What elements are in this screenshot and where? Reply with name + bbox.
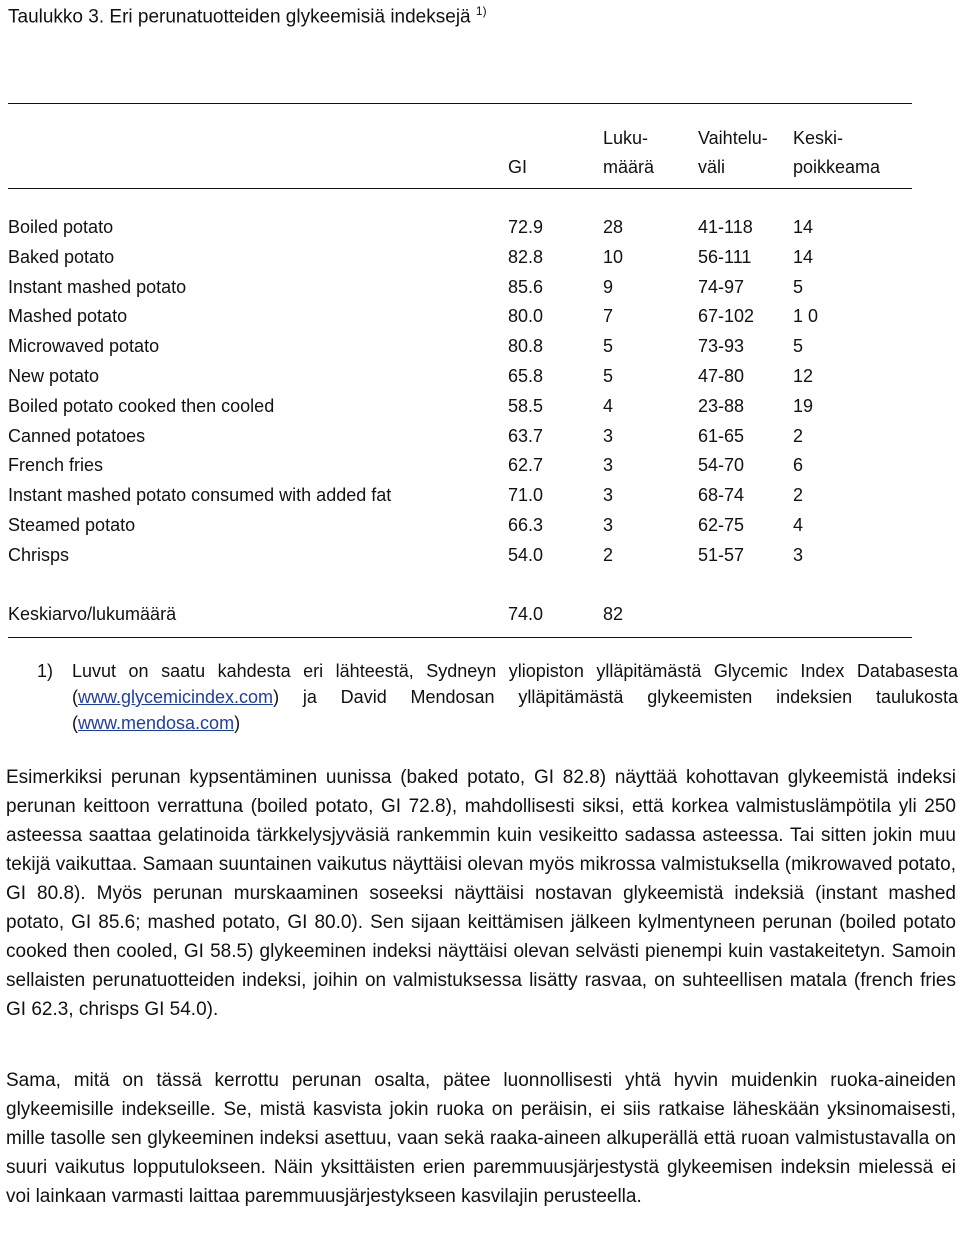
title-footnote-marker: 1) <box>475 4 487 18</box>
table-bottom-rule <box>8 637 912 638</box>
count-value: 4 <box>603 396 614 416</box>
footnote-text-c: ) <box>234 713 241 733</box>
sd-value: 5 <box>793 277 804 297</box>
range-value: 67-102 <box>698 306 755 326</box>
product-name: Microwaved potato <box>8 336 160 356</box>
range-value: 54-70 <box>698 455 745 475</box>
range-value: 23-88 <box>698 396 745 416</box>
sd-value: 4 <box>793 515 804 535</box>
product-name: Boiled potato cooked then cooled <box>8 396 275 416</box>
count-value: 3 <box>603 485 614 505</box>
product-name: French fries <box>8 455 104 475</box>
product-name: Baked potato <box>8 247 115 267</box>
sd-value: 12 <box>793 366 814 386</box>
summary-label: Keskiarvo/lukumäärä <box>8 604 177 624</box>
body-paragraph-1: Esimerkiksi perunan kypsentäminen uunissa (baked potato, GI 82.8) näyttää kohottavan glykeemistä indeksi perunan keittoon verrattuna (boiled potato, GI 72.8), mahdollisesti siksi, että korkea valmistuslämpötila yli 250 asteessa saattaa gelatinoida tärkkelysjyväsiä rankemmin kuin vesikeitto sadassa asteessa. Tai sitten jokin muu tekijä vaikuttaa. Samaan suuntainen vaikutus näyttäisi olevan myös mikrossa valmistuksella (mikrowaved potato, GI 80.8). Myös perunan murskaaminen soseeksi näyttäisi nostavan glykeemistä indeksiä (instant mashed potato, GI 85.6; mashed potato, GI 80.0). Sen sijaan keittämisen jälkeen kylmentyneen perunan (boiled potato cooked then cooled, GI 58.5) glykeeminen indeksi näyttäisi olevan selvästi pienempi kuin vastakeitetyn. Samoin sellaisten perunatuotteiden indeksi, joihin on valmistuksessa lisätty rasvaa, on suhteellisen matala (french fries GI 62.3, chrisps GI 54.0). <box>6 767 956 1020</box>
count-value: 5 <box>603 366 614 386</box>
product-name: Mashed potato <box>8 306 128 326</box>
header-range-line2: väli <box>698 157 726 177</box>
count-value: 5 <box>603 336 614 356</box>
gi-value: 66.3 <box>508 515 544 535</box>
product-name: Chrisps <box>8 545 70 565</box>
range-value: 61-65 <box>698 426 745 446</box>
count-value: 2 <box>603 545 614 565</box>
count-value: 3 <box>603 426 614 446</box>
range-value: 68-74 <box>698 485 745 505</box>
gi-value: 72.9 <box>508 217 544 237</box>
header-range-line1: Vaihtelu- <box>698 128 768 148</box>
sd-value: 5 <box>793 336 804 356</box>
sd-value: 2 <box>793 426 804 446</box>
header-count-line2: määrä <box>603 157 655 177</box>
range-value: 74-97 <box>698 277 745 297</box>
gi-value: 82.8 <box>508 247 544 267</box>
title-text: Taulukko 3. Eri perunatuotteiden glykeemisiä indeksejä <box>8 6 471 28</box>
product-name: Instant mashed potato <box>8 277 187 297</box>
mendosa-link[interactable]: www.mendosa.com <box>78 713 235 733</box>
count-value: 10 <box>603 247 624 267</box>
product-name: Canned potatoes <box>8 426 146 446</box>
header-gi: GI <box>508 157 528 177</box>
header-count-line1: Luku- <box>603 128 649 148</box>
header-sd-line2: poikkeama <box>793 157 881 177</box>
gi-value: 71.0 <box>508 485 544 505</box>
sd-value: 19 <box>793 396 814 416</box>
count-value: 3 <box>603 455 614 475</box>
range-value: 51-57 <box>698 545 745 565</box>
range-value: 62-75 <box>698 515 745 535</box>
gi-value: 80.0 <box>508 306 544 326</box>
gi-value: 65.8 <box>508 366 544 386</box>
sd-value: 1 0 <box>793 306 819 326</box>
gi-value: 63.7 <box>508 426 544 446</box>
summary-gi: 74.0 <box>508 604 544 624</box>
sd-value: 14 <box>793 217 814 237</box>
range-value: 73-93 <box>698 336 745 356</box>
count-value: 9 <box>603 277 614 297</box>
product-name: Steamed potato <box>8 515 136 535</box>
table-title <box>8 4 487 28</box>
gi-value: 80.8 <box>508 336 544 356</box>
count-value: 7 <box>603 306 614 326</box>
summary-count: 82 <box>603 604 624 624</box>
table-top-rule <box>8 103 912 104</box>
count-value: 28 <box>603 217 624 237</box>
gi-value: 58.5 <box>508 396 544 416</box>
sd-value: 14 <box>793 247 814 267</box>
sd-value: 3 <box>793 545 804 565</box>
gi-value: 54.0 <box>508 545 544 565</box>
footnote-number: 1) <box>37 661 54 681</box>
gi-value: 85.6 <box>508 277 544 297</box>
count-value: 3 <box>603 515 614 535</box>
sd-value: 6 <box>793 455 804 475</box>
range-value: 47-80 <box>698 366 745 386</box>
body-paragraph-2: Sama, mitä on tässä kerrottu perunan osalta, pätee luonnollisesti yhtä hyvin muidenkin ruoka-aineiden glykeemisille indekseille. Se, mistä kasvista jokin ruoka on peräisin, ei siis ratkaise läheskään yksinomaisesti, mille tasolle sen glykeeminen indeksi asettuu, vaan sekä raaka-aineen alkuperällä että ruoan valmistustavalla on suuri vaikutus lopputulokseen. Näin yksittäisten erien paremmuusjärjestystä glykeemisen indeksin mielessä ei voi lainkaan varmasti laittaa paremmuusjärjestykseen kasvilajin perusteella. <box>6 1070 956 1207</box>
footnote-text-a: Luvut on saatu kahdesta eri lähteestä, Sydneyn yliopiston ylläpitämästä Glycemic Index Databasesta ( <box>72 661 958 707</box>
glycemicindex-link[interactable]: www.glycemicindex.com <box>78 687 274 707</box>
gi-value: 62.7 <box>508 455 544 475</box>
product-name: Instant mashed potato consumed with added fat <box>8 485 392 505</box>
footnote-text <box>72 658 958 736</box>
range-value: 56-111 <box>698 247 752 267</box>
header-sd-line1: Keski- <box>793 128 844 148</box>
footnote-text-b: ) ja David Mendosan ylläpitämästä glykeemisten indeksien taulukosta ( <box>72 687 958 733</box>
product-name: New potato <box>8 366 100 386</box>
sd-value: 2 <box>793 485 804 505</box>
product-name: Boiled potato <box>8 217 114 237</box>
range-value: 41-118 <box>698 217 753 237</box>
table-header-rule <box>8 188 912 189</box>
